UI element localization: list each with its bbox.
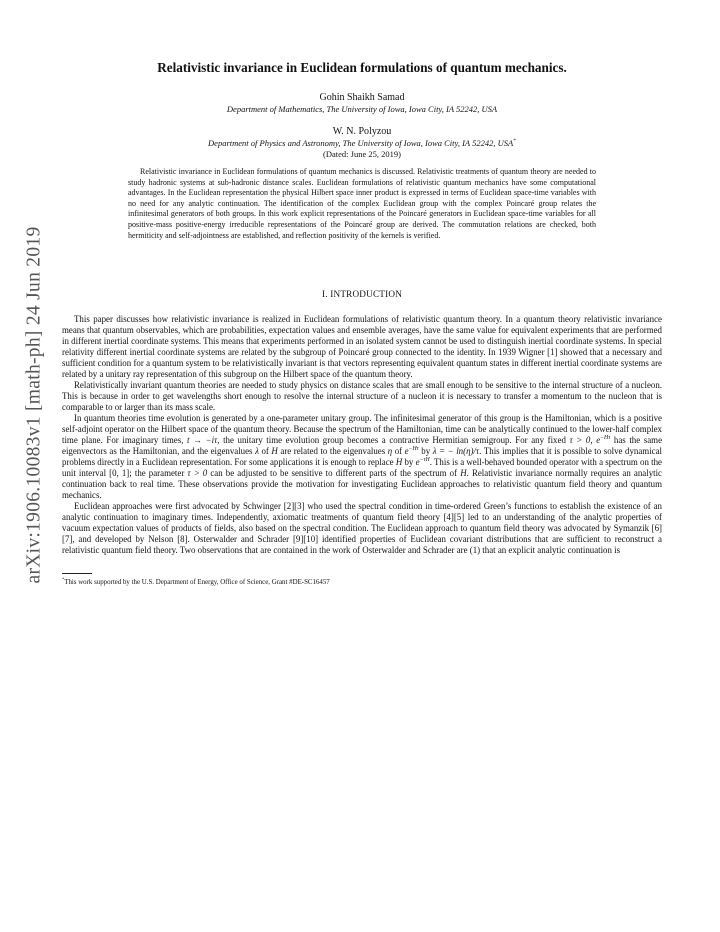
paper-page [62,60,662,586]
footnote-rule [62,573,92,574]
footnote-mark: * [62,576,65,582]
paragraph: Euclidean approaches were first advocated by Schwinger [2][3] who used the spectral condition in time-ordered Green’s functions to establish the existence of an analytic continuation to imaginary times. Independently, axiomatic treatments of quantum field theory [4][5] led to an understanding of the analytic properties of vacuum expectation values of products of fields, also based on the spectral condition. The Euclidean approach to quantum field theory was advocated by Symanzik [6][7], and developed by Nelson [8]. Osterwalder and Schrader [9][10] identified properties of Euclidean covariant distributions that are sufficient to reconstruct a relativistic quantum field theory. Two observations that are contained in the work of Osterwalder and Schrader are (1) that an explicit analytic continuation is [62,501,662,556]
arxiv-stamp [14,195,54,615]
body-text [62,314,662,556]
paper-title: Relativistic invariance in Euclidean formulations of quantum mechanics. [157,60,567,75]
abstract: Relativistic invariance in Euclidean formulations of quantum mechanics is discussed. Relativistic treatments of quantum theory are needed to study hadronic systems at sub-hadronic distance scales. Euclidean formulations of relativistic quantum mechanics have some computational advantages. In the Euclidean representation the physical Hilbert space inner product is expressed in terms of Euclidean space-time variables with no need for any analytic continuation. The identification of the complex Euclidean group with the complex Poincaré group relates the infinitesimal generators of both groups. In this work explicit representations of the Poincaré generators in Euclidean space-time variables for all positive-mass positive-energy irreducible representations of the Poincaré group are derived. The commutation relations are checked, both hermiticity and self-adjointness are established, and reflection positivity of the kernels is verified. [128,167,596,240]
paragraph: Relativistically invariant quantum theories are needed to study physics on distance scales that are small enough to be sensitive to the internal structure of a nucleon. This is because in order to get wavelengths short enough to resolve the internal structure of a nucleon it is necessary to transfer a momentum to the nucleon that is comparable to or larger than its mass scale. [62,380,662,413]
arxiv-identifier: arXiv:1906.10083v1 [math-ph] 24 Jun 2019 [23,226,45,584]
footnote [62,576,662,586]
author-name: W. N. Polyzou [332,126,392,137]
author-affiliation: Department of Physics and Astronomy, The University of Iowa, Iowa City, IA 52242, USA* [208,138,516,148]
footnote-mark: * [513,138,516,145]
footnote-text: This work supported by the U.S. Department of Energy, Office of Science, Grant #DE-SC16457 [64,578,330,586]
paragraph: This paper discusses how relativistic invariance is realized in Euclidean formulations of relativistic quantum theory. In a quantum theory relativistic invariance means that quantum observables, which are probabilities, expectation values and ensemble averages, have the same value for equivalent experiments that are performed in different inertial coordinate systems. This means that experiments performed in an isolated system cannot be used to distinguish inertial coordinate systems. In special relativity different inertial coordinate systems are related by the subgroup of Poincaré group connected to the identity. In 1939 Wigner [1] showed that a necessary and sufficient condition for a quantum system to be relativistically invariant is that vectors representing equivalent quantum states in different inertial coordinate systems are related by a unitary ray representation of this subgroup on the Hilbert space of the quantum theory. [62,314,662,380]
date-line: (Dated: June 25, 2019) [323,149,401,159]
author-name: Gohin Shaikh Samad [319,92,405,103]
paragraph: In quantum theories time evolution is generated by a one-parameter unitary group. The infinitesimal generator of this group is the Hamiltonian, which is a positive self-adjoint operator on the Hilbert space of the quantum theory. Because the spectrum of the Hamiltonian, time can be analytically continued to the lower-half complex time plane. For imaginary times, t → −iτ, the unitary time evolution group becomes a contractive Hermitian semigroup. For any fixed τ > 0, $e^{-H\tau}$ has the same eigenvectors as the Hamiltonian, and the eigenvalues λ of H are related to the eigenvalues η of $e^{-H\tau}$ by λ = − ln(η)/τ. This implies that it is possible to solve dynamical problems directly in a Euclidean representation. For some applications it is enough to replace H by $e^{-\tau H}$. This is a well-behaved bounded operator with a spectrum on the unit interval [0, 1]; the parameter τ > 0 can be adjusted to be sensitive to different parts of the spectrum of H. Relativistic invariance normally requires an analytic continuation back to real time. These observations provide the motivation for investigating Euclidean approaches to relativistic quantum field theory and quantum mechanics. [62,413,663,501]
author-affiliation: Department of Mathematics, The University of Iowa, Iowa City, IA 52242, USA [226,104,498,114]
section-heading: I. INTRODUCTION [321,289,403,300]
